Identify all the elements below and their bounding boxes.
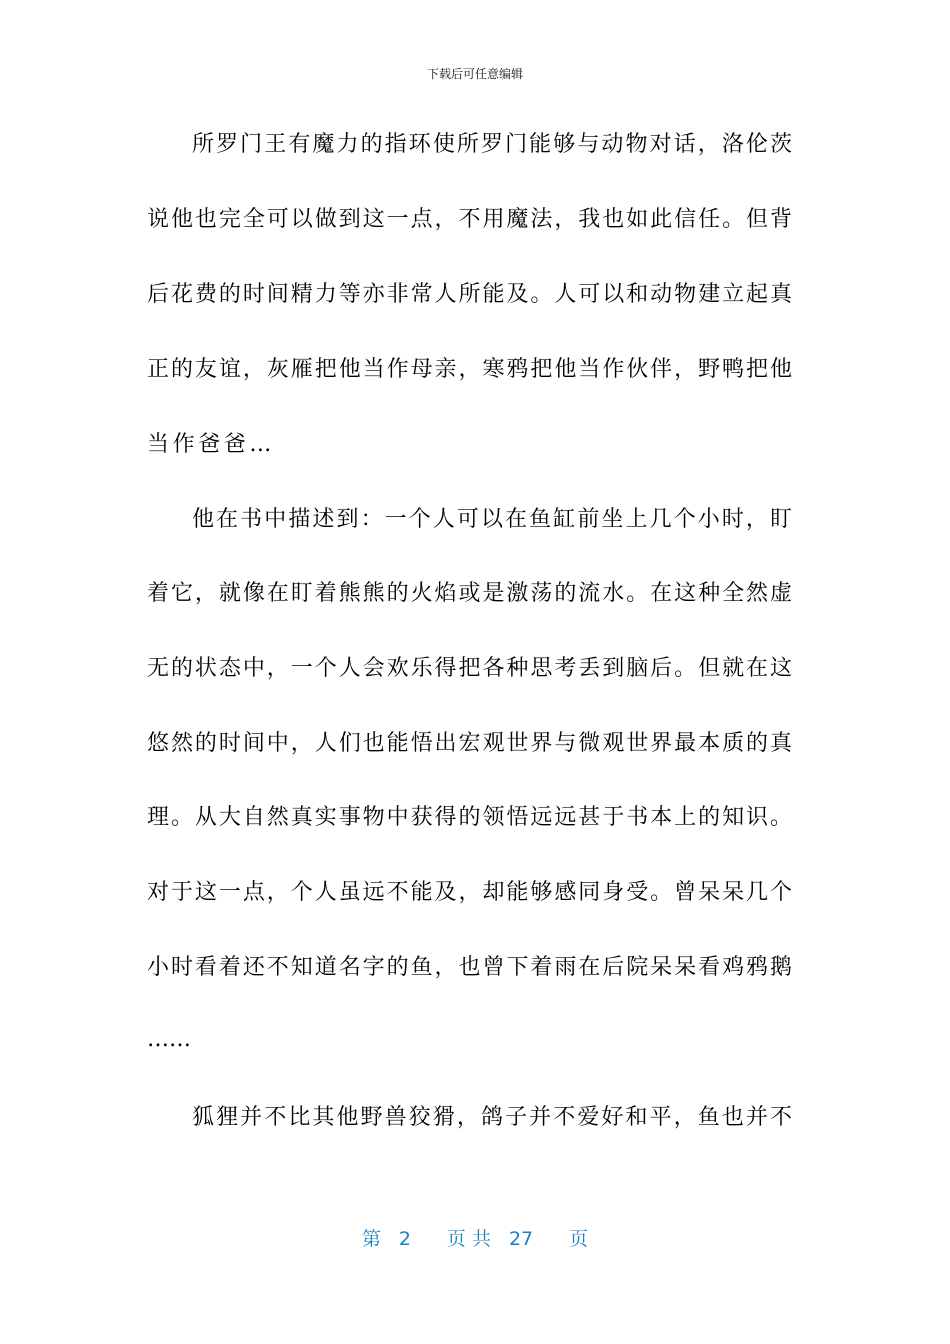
body-line: 正的友谊，灰雁把他当作母亲，寒鸦把他当作伙伴，野鸭把他 [147,357,792,382]
footer-page-number: 2 [398,1228,411,1250]
footer-total-pages: 27 [508,1228,534,1250]
body-line: 后花费的时间精力等亦非常人所能及。人可以和动物建立起真 [147,282,792,307]
page-header: 下载后可任意编辑 [426,67,523,81]
body-line: …… [147,1027,191,1052]
body-line: 狐狸并不比其他野兽狡猾，鸽子并不爱好和平，鱼也并不 [192,1105,792,1130]
footer-middle: 页 共 [446,1228,491,1250]
body-line: 说他也完全可以做到这一点，不用魔法，我也如此信任。但背 [147,207,792,232]
page-footer [0,1226,950,1252]
body-line: 小时看着还不知道名字的鱼，也曾下着雨在后院呆呆看鸡鸦鹅 [147,955,792,980]
body-line: 当作爸爸… [147,432,276,457]
body-line: 所罗门王有魔力的指环使所罗门能够与动物对话，洛伦茨 [192,132,792,157]
body-line: 对于这一点，个人虽远不能及，却能够感同身受。曾呆呆几个 [147,880,792,905]
body-line: 无的状态中，一个人会欢乐得把各种思考丢到脑后。但就在这 [147,656,792,681]
body-line: 他在书中描述到：一个人可以在鱼缸前坐上几个小时，盯 [192,507,792,532]
footer-suffix: 页 [569,1228,589,1250]
body-line: 着它，就像在盯着熊熊的火焰或是激荡的流水。在这种全然虚 [147,581,792,606]
body-line: 理。从大自然真实事物中获得的领悟远远甚于书本上的知识。 [147,805,792,830]
body-line: 悠然的时间中，人们也能悟出宏观世界与微观世界最本质的真 [147,731,792,756]
footer-prefix: 第 [361,1228,381,1250]
